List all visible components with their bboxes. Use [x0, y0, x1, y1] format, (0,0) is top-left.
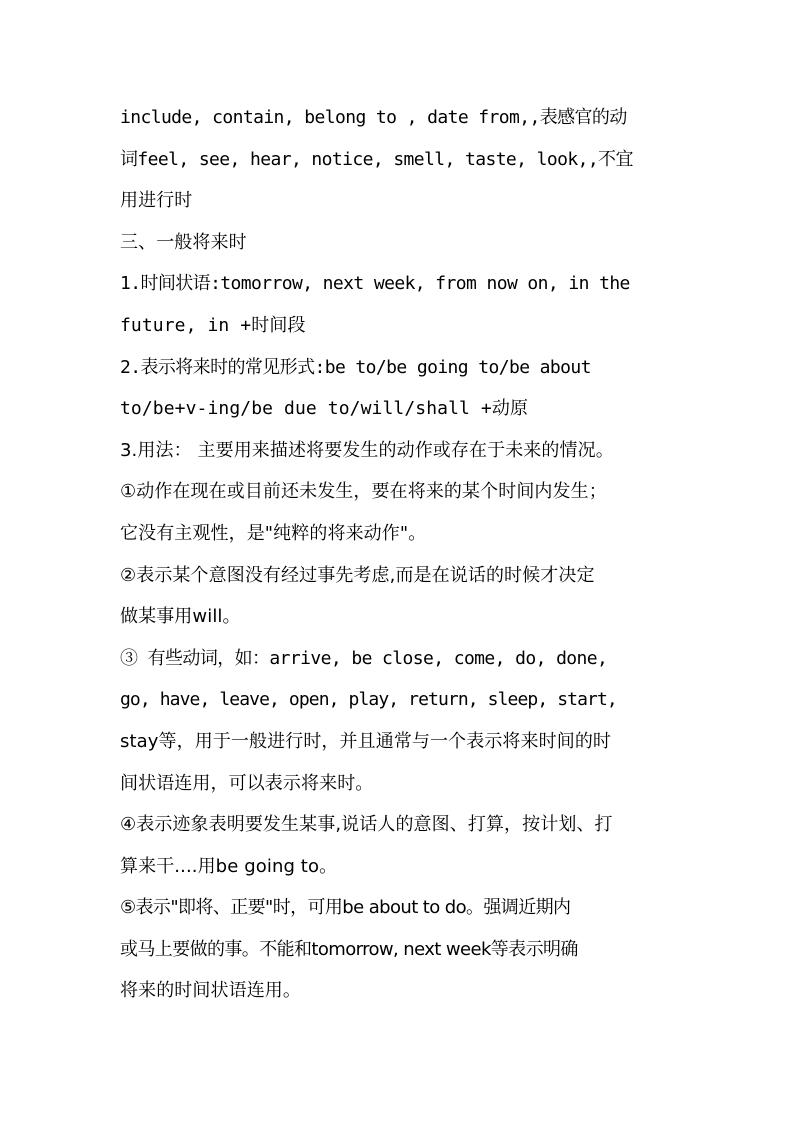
list-item: ⑤表示"即将、正要"时，可用be about to do。强调近期内	[120, 897, 571, 919]
text-line: 或马上要做的事。不能和tomorrow, next week等表示明确	[120, 938, 578, 960]
text-line: 1.时间状语:tomorrow, next week, from now on, in the	[120, 273, 630, 295]
list-item: ②表示某个意图没有经过事先考虑,而是在说话的时候才决定	[120, 564, 595, 586]
text-line: 它没有主观性，是"纯粹的将来动作"。	[120, 522, 427, 544]
text-line: stay等，用于一般进行时，并且通常与一个表示将来时间的时	[120, 730, 612, 752]
text-line: go, have, leave, open, play, return, sleep, start,	[120, 689, 617, 711]
text-line: future, in +时间段	[120, 314, 306, 336]
text-line: include, contain, belong to , date from,,表感官的动	[120, 107, 627, 128]
list-item: ①动作在现在或目前还未发生，要在将来的某个时间内发生；	[120, 481, 607, 503]
text-line: to/be+v-ing/be due to/will/shall +动原	[120, 398, 529, 420]
list-item: ③ 有些动词，如：arrive, be close, come, do, done,	[120, 647, 608, 669]
text-line: 做某事用will。	[120, 606, 241, 628]
text-line: 词feel, see, hear, notice, smell, taste, look,,不宜	[120, 148, 633, 170]
text-line: 算来干....用be going to。	[120, 855, 338, 877]
text-line: 将来的时间状语连用。	[120, 980, 301, 1002]
document-body	[120, 97, 680, 1012]
text-line: 间状语连用，可以表示将来时。	[120, 772, 374, 794]
list-item: ④表示迹象表明要发生某事,说话人的意图、打算，按计划、打	[120, 814, 613, 836]
text-line: 2.表示将来时的常见形式:be to/be going to/be about	[120, 356, 591, 378]
text-line: 用进行时	[120, 190, 193, 212]
text-line: 3.用法： 主要用来描述将要发生的动作或存在于未来的情况。	[120, 439, 614, 461]
section-heading: 三、一般将来时	[120, 231, 247, 253]
